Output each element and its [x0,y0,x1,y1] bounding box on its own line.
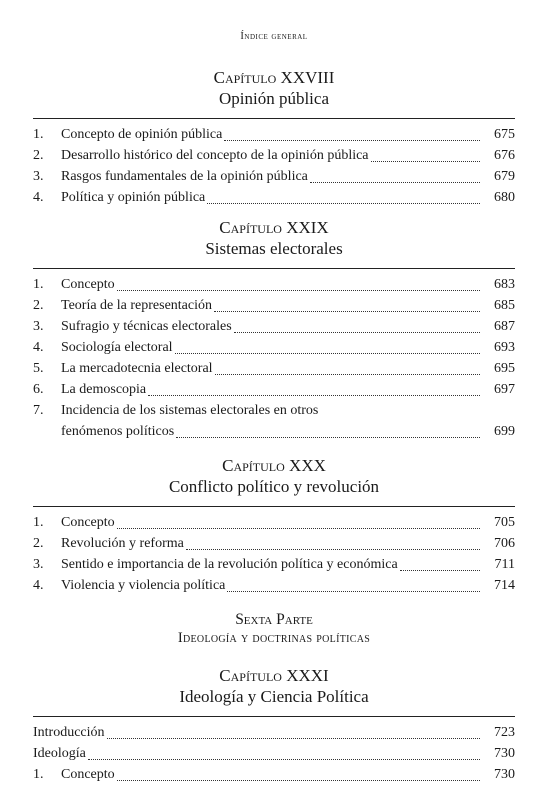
entry-number: 2. [33,298,44,313]
dot-leader [400,570,480,571]
toc-entry[interactable] [33,124,515,145]
entry-title: Sufragio y técnicas electorales [61,319,232,334]
dot-leader [107,738,480,739]
entry-page: 687 [494,319,515,334]
dot-leader [234,332,480,333]
dot-leader [117,528,480,529]
entry-page: 723 [494,725,515,740]
toc-entry[interactable] [33,358,515,379]
entry-page: 706 [494,536,515,551]
dot-leader [175,353,480,354]
entry-number: 7. [33,403,44,418]
entry-page: 714 [494,578,515,593]
entry-title: Revolución y reforma [61,536,184,551]
entry-number: 3. [33,557,44,572]
chapter-rule [33,268,515,269]
dot-leader [88,759,480,760]
entry-page: 699 [494,424,515,439]
entry-title: Violencia y violencia política [61,578,226,593]
toc-entry[interactable] [33,743,515,764]
dot-leader [207,203,480,204]
dot-leader [227,591,480,592]
running-head: Índice general [240,31,308,42]
dot-leader [371,161,480,162]
entry-title: Teoría de la representación [61,298,212,313]
dot-leader [176,437,480,438]
entry-page: 679 [494,169,515,184]
entry-number: 2. [33,536,44,551]
toc-entry[interactable] [33,722,515,743]
dot-leader [186,549,480,550]
chapter-label: Capítulo XXVIII [213,68,335,87]
entry-page: 695 [494,361,515,376]
toc-entry[interactable] [33,554,515,575]
toc-entry[interactable] [33,337,515,358]
entry-title: Concepto [61,277,115,292]
entry-number: 3. [33,169,44,184]
entry-title: Sentido e importancia de la revolución política y económica [61,557,398,572]
part-title: Ideología y doctrinas políticas [177,630,371,646]
entry-title-line1: Incidencia de los sistemas electorales en otros [61,403,319,418]
dot-leader [117,780,480,781]
chapter-rule [33,716,515,717]
entry-title: La mercadotecnia electoral [61,361,213,376]
entry-page: 680 [494,190,515,205]
part-heading [33,610,515,648]
chapter-31-section [33,666,515,785]
toc-entry[interactable] [33,400,515,442]
dot-leader [215,374,480,375]
entry-number: 4. [33,578,44,593]
dot-leader [148,395,480,396]
entry-number: 4. [33,340,44,355]
entry-page: 676 [494,148,515,163]
entry-title: Política y opinión pública [61,190,206,205]
chapter-29-section [33,218,515,442]
dot-leader [224,140,480,141]
chapter-title: Conflicto político y revolución [168,477,380,496]
entry-page: 711 [494,557,515,572]
dot-leader [117,290,480,291]
entry-title: Rasgos fundamentales de la opinión pública [61,169,308,184]
entry-title: Concepto de opinión pública [61,127,223,142]
entry-title: La demoscopia [61,382,147,397]
chapter-28-section [33,68,515,208]
toc-entry[interactable] [33,533,515,554]
chapter-label: Capítulo XXX [222,456,326,475]
chapter-label: Capítulo XXIX [219,218,329,237]
entry-title: Introducción [33,725,105,740]
toc-entry[interactable] [33,379,515,400]
entry-page: 730 [494,767,515,782]
chapter-title: Sistemas electorales [205,239,343,258]
toc-entry[interactable] [33,316,515,337]
toc-entry[interactable] [33,166,515,187]
entry-title: Concepto [61,767,115,782]
toc-entry[interactable] [33,295,515,316]
entry-number: 6. [33,382,44,397]
dot-leader [310,182,480,183]
chapter-rule [33,506,515,507]
entry-number: 1. [33,515,44,530]
chapter-title: Ideología y Ciencia Política [179,687,369,706]
entry-number: 4. [33,190,44,205]
chapter-label: Capítulo XXXI [219,666,329,685]
entry-title-line2: fenómenos políticos [61,424,175,439]
entry-title: Ideología [33,746,86,761]
entry-page: 675 [494,127,515,142]
entry-page: 693 [494,340,515,355]
part-label: Sexta Parte [235,611,313,628]
chapter-rule [33,118,515,119]
chapter-30-section [33,456,515,596]
toc-entry[interactable] [33,187,515,208]
toc-entry[interactable] [33,575,515,596]
toc-entry[interactable] [33,764,515,785]
toc-entry[interactable] [33,274,515,295]
toc-entry[interactable] [33,145,515,166]
entry-number: 1. [33,127,44,142]
entry-title: Concepto [61,515,115,530]
chapter-title: Opinión pública [218,89,329,108]
entry-title: Sociología electoral [61,340,173,355]
dot-leader [214,311,480,312]
entry-page: 697 [494,382,515,397]
entry-number: 1. [33,277,44,292]
entry-page: 683 [494,277,515,292]
toc-entry[interactable] [33,512,515,533]
entry-number: 5. [33,361,44,376]
entry-page: 730 [494,746,515,761]
entry-number: 2. [33,148,44,163]
entry-page: 685 [494,298,515,313]
entry-number: 1. [33,767,44,782]
entry-number: 3. [33,319,44,334]
entry-title: Desarrollo histórico del concepto de la opinión pública [61,148,369,163]
entry-page: 705 [494,515,515,530]
